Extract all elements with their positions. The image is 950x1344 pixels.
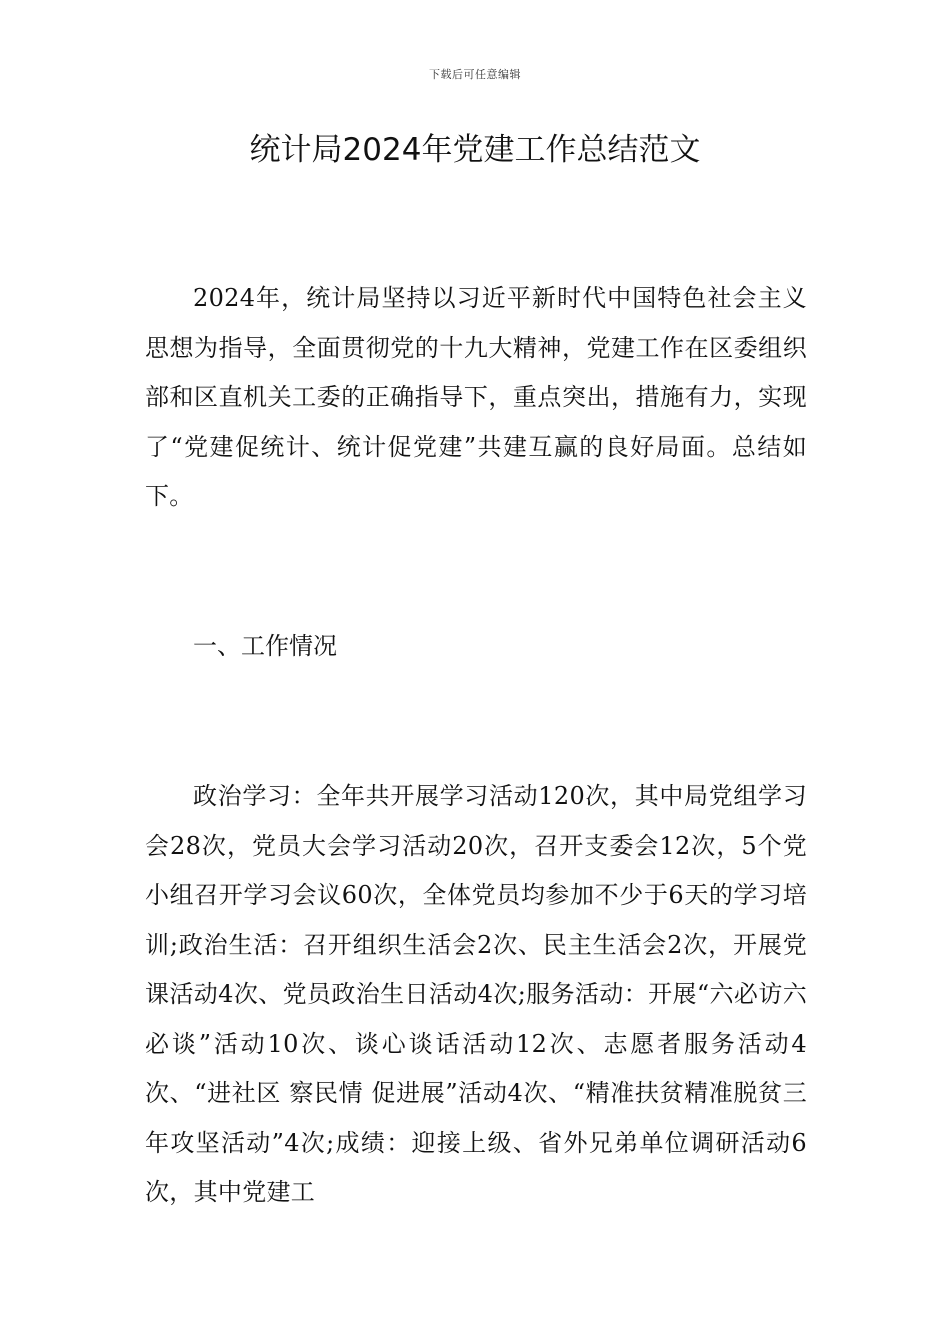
header-note: 下载后可任意编辑 bbox=[429, 68, 521, 81]
section-heading: 一、工作情况 bbox=[193, 632, 337, 660]
intro-paragraph: 2024年，统计局坚持以习近平新时代中国特色社会主义思想为指导，全面贯彻党的十九大精神，党建工作在区委组织部和区直机关工委的正确指导下，重点突出，措施有力，实现了“党建促统计、统计促党建”共建互赢的良好局面。总结如下。 bbox=[145, 284, 807, 510]
section-body-paragraph: 政治学习：全年共开展学习活动120次，其中局党组学习会28次，党员大会学习活动20次，召开支委会12次，5个党小组召开学习会议60次，全体党员均参加不少于6天的学习培训;政治生活：召开组织生活会2次、民主生活会2次，开展党课活动4次、党员政治生日活动4次;服务活动：开展“六必访六必谈”活动10次、谈心谈话活动12次、志愿者服务活动4次、“进社区 察民情 促进展”活动4次、“精准扶贫精准脱贫三年攻坚活动”4次;成绩：迎接上级、省外兄弟单位调研活动6次，其中党建工 bbox=[145, 782, 807, 1206]
document-title: 统计局2024年党建工作总结范文 bbox=[249, 132, 701, 168]
